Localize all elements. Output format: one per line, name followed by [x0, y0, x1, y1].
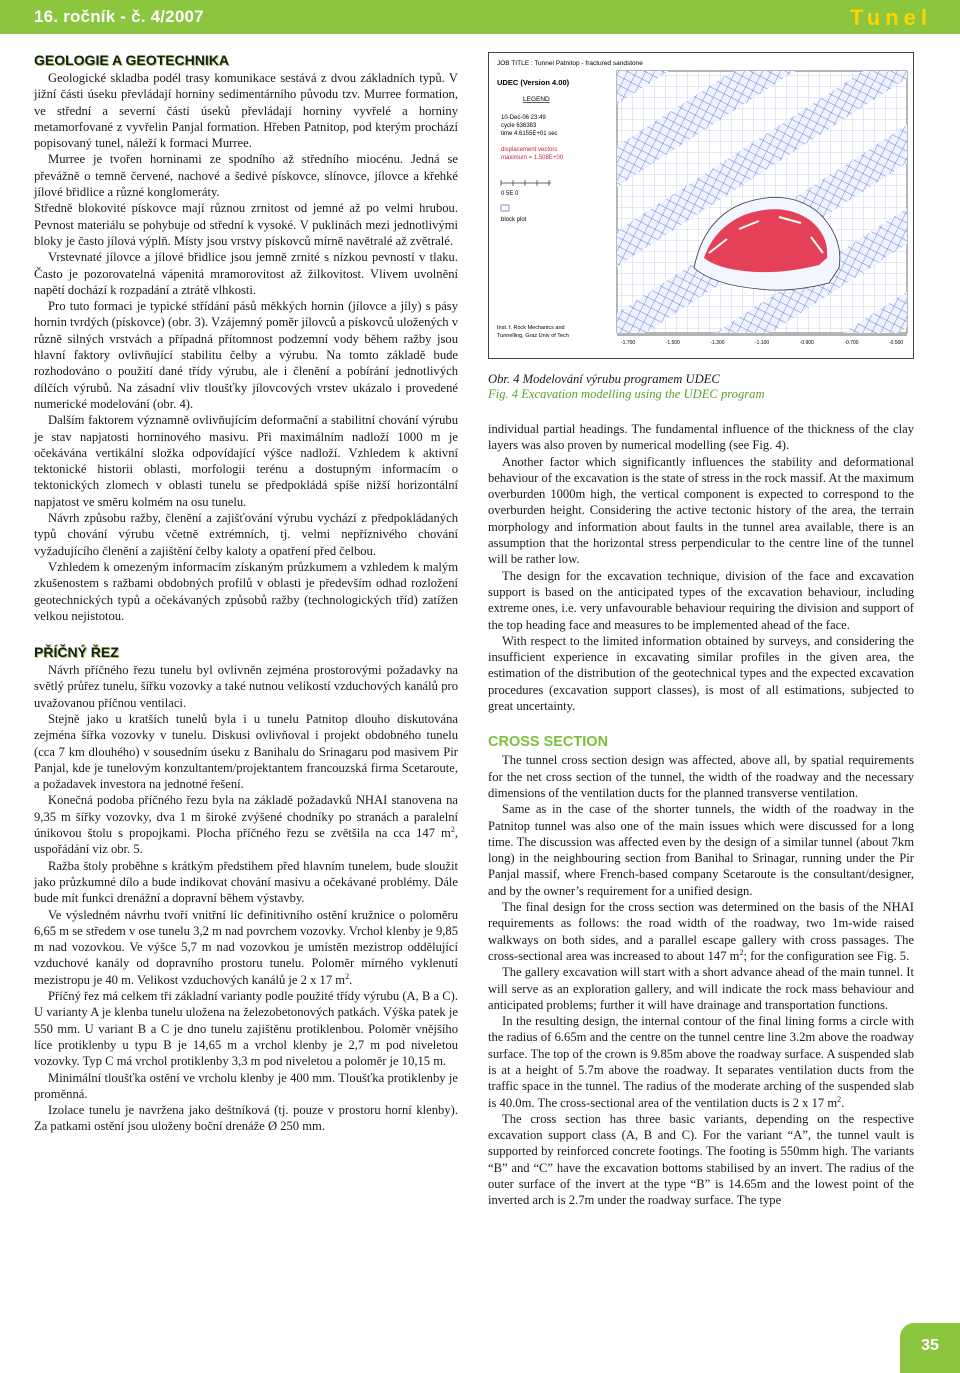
paragraph: Same as in the case of the shorter tunnels, the width of the roadway in the Patnitop tunnel was also one of the main issues which were discussed for a long time. The discussion was affected even by the design of a similar tunnel (about 7km long) in the neighbouring section from Banihal to Srinagar, running under the Pir Panjal massif, where French-based company Scetaroute is the consultant/designer, and by the owner’s requirement for a unified design. — [488, 802, 914, 898]
paragraph: Ražba štoly proběhne s krátkým předstihem před hlavním tunelem, bude sloužit jako průzkumné dílo a bude indikovat chování masivu a očekávané problémy. Dále bude mít funkci drenážní a dopravní během výstavby. — [34, 858, 458, 906]
right-column — [488, 421, 914, 1209]
plot-axis-tick: -1.500 — [665, 340, 680, 346]
paragraph: The gallery excavation will start with a short advance ahead of the main tunnel. It will serve as an exploration gallery, and will indicate the rock mass behaviour and anticipated problems; further it will have drainage and transportation functions. — [488, 965, 914, 1012]
paragraph: Návrh příčného řezu tunelu byl ovlivněn zejména prostorovými požadavky na světlý průřez tunelu, šířku vozovky a také nutnou velikostí vzduchových kanálů pro uvažovanou příčnou ventilaci. — [34, 663, 458, 710]
paragraph: individual partial headings. The fundamental influence of the thickness of the clay layers was also proven by numerical modelling (see Fig. 4). — [488, 422, 914, 453]
section-heading-cross-section-en: CROSS SECTION — [488, 734, 609, 751]
udec-figure — [488, 52, 914, 359]
paragraph: Příčný řez má celkem tři základní varianty podle použité třídy výrubu (A, B a C). U varianty A je klenba tunelu uložena na železobetonových patkách. Výška patek je 550 mm. U variant B a C je dno tunelu zajištěnu protiklenbou. Poloměr vnějšího líce protiklenby u typu B je 14,65 m a vrchol klenby je 2,7 m pod niveletou vozovky. Typ C má vrchol protiklenby 3,3 m pod niveletou a poloměr je 10,15 m. — [34, 989, 458, 1069]
paragraph: Vrstevnaté jílovce a jílové břidlice jsou jemně zrnité s nízkou pevností v tlaku. Často je pozorovatelná vápenitá mramorovitost až žilkovitost. Vlivem uvolnění napětí dochází k rozpadání a ztrátě vlhkosti. — [34, 250, 458, 297]
paragraph: The cross section has three basic variants, depending on the respective excavation support class (A, B and C). For the variant “A”, the tunnel vault is supported by reinforced concrete footings. The footing is 550mm high. The variants “B” and “C” have the excavation bottoms stabilised by an invert. The radius of the outer surface of the invert at the type “B” is 14.65m and the lowest point of the inverted arch is 2.7m under the roadway surface. The type — [488, 1111, 914, 1208]
paragraph: The design for the excavation technique, division of the face and excavation support is based on the anticipated types of the excavation behaviour, including extreme ones, i.e. very unfavourable behaviour requiring the division and support of the top heading face and measures to be implemented ahead of the face. — [488, 568, 914, 632]
plot-date: 10-Dec-06 23:49 — [501, 115, 546, 121]
paragraph: In the resulting design, the internal contour of the final lining forms a circle with the radius of 6.65m and the centre on the tunnel centre line 3.2m above the roadway surface. The top of the crown is 9.85m above the roadway surface. A suspended slab is at a height of 5.7m above the roadway. It separates ventilation ducts from the traffic space in the tunnel. The radius of the moderate arching of the suspended slab is 40.0m. The cross-sectional area of the ventilation ducts is 2 x 17 $m^2$. — [488, 1014, 914, 1110]
plot-axis-tick: -0.500 — [889, 340, 904, 346]
plot-version: UDEC (Version 4.00) — [497, 78, 570, 87]
section-heading-cross-section: PŘÍČNÝ ŘEZ — [34, 644, 119, 661]
header-bar — [0, 0, 960, 34]
left-column — [34, 52, 458, 1135]
plot-institute-1: Inst. f. Rock Mechanics and — [497, 325, 565, 331]
plot-scale: 0 5E 0 — [501, 191, 519, 197]
figure-caption — [488, 372, 914, 402]
plot-axis-tick: -1.100 — [755, 340, 770, 346]
plot-time: time 4.6155E+01 sec — [501, 131, 558, 137]
paragraph: Pro tuto formaci je typické střídání pásů měkkých hornin (jílovce a jíly) s pásy hornin tvrdých (pískovce) (obr. 3). Vzájemný poměr jílovců a pískovců uložených v různě silných vrstvách a případná přítomnost podzemní vody během ražby jsou hlavní faktory ovlivňující stabilitu čelby a výrubu. Na tomto základě bude rozhodováno o použití dané třídy výrubu, ale i členění a pobírání jednotlivých dílčích výrubů. Na zásadní vliv tloušťky jílovcových vrstev ukázalo i provedené numerické modelování (obr. 4). — [34, 299, 458, 411]
plot-disp-label: displacement vectors — [501, 147, 558, 153]
plot-axis-tick: -0.900 — [799, 340, 814, 346]
plot-axis-tick: -1.700 — [621, 340, 636, 346]
page-number: 35 — [900, 1323, 960, 1373]
paragraph: With respect to the limited information obtained by surveys, and considering the insufficient experience in excavating similar profiles in the given area, the estimation of the distribution of the geotechnical types and the expected excavation procedures (excavation support classes), is most of all estimations, subjected to great uncertainty. — [488, 633, 914, 714]
issue-label: 16. ročník - č. 4/2007 — [34, 7, 204, 26]
plot-axis-tick: -1.300 — [710, 340, 725, 346]
section-heading-geology: GEOLOGIE A GEOTECHNIKA — [34, 52, 229, 68]
plot-legend: LEGEND — [523, 96, 550, 103]
paragraph: The final design for the cross section was determined on the basis of the NHAI requirements as follows: the road width of the roadway, two 1m-wide raised walkways on both sides, and a parallel escape gallery with cross passages. The cross-sectional area was increased to about 147 $m^2$; for the configuration see Fig. 5. — [488, 900, 914, 963]
plot-disp-max: maximum = 1.508E+00 — [501, 155, 564, 161]
paragraph: Ve výsledném návrhu tvoří vnitřní líc definitivního ostění kružnice o poloměru 6,65 m se středem v ose tunelu 3,2 m nad povrchem vozovky. Vrchol klenby je 9,85 m nad vozovkou. Ve výšce 5,7 m nad vozovkou je umístěn mezistrop oddělující vzduchové kanály od dopravního prostoru tunelu. Poloměr mírného vyklenutí mezistropu je 40 m. Velikost vzduchových kanálů je 2 x 17 $m^2$. — [34, 907, 458, 987]
tunel-logo — [850, 5, 932, 31]
plot-blockplot: block plot — [501, 217, 527, 223]
plot-cycle: cycle 636383 — [501, 123, 537, 129]
paragraph: Stejně jako u kratších tunelů byla i u tunelu Patnitop dlouho diskutována zejména šířka vozovky v tunelu. Diskusi ovlivňoval i projekt obdobného tunelu (cca 7 km dlouhého) v sousedním úseku z Banihalu do Srinagaru pod masivem Pir Panjal, kde je tunelovým konzultantem/projektantem francouzská firma Scetaroute, a požadavek investora na jednotné řešení. — [34, 711, 458, 792]
caption-en: Fig. 4 Excavation modelling using the UDEC program — [488, 387, 765, 401]
paragraph: Návrh způsobu ražby, členění a zajišťování výrubu vychází z předpokládaných typů chování výrubu včetně extrémních, tj. velmi nepříznivého chování vyžadujícího členění a zajištění čelby kaloty a opatření před čelbou. — [34, 511, 458, 558]
tunel-logo-text: Tunel — [849, 5, 932, 30]
plot-axis-tick: -0.700 — [844, 340, 859, 346]
paragraph: Dalším faktorem významně ovlivňujícím deformační a stabilitní chování výrubu je stav napjatosti horninového masivu. Při maximálním nadloží 1000 m je očekávána vertikální složka odpovídající výšce nadloží. Vzhledem k aktivní tektonické historii oblasti, morfologii terénu a dostupným informacím o tektonických zlomech v oblasti tunelu se předpokládá spíše nižší horizontální napjatost ve směru kolmém na osu tunelu. — [34, 413, 458, 509]
paragraph: Geologické skladba podél trasy komunikace sestává z dvou základních typů. V jižní části úseku převládají horniny sedimentárního původu tzv. Murree formation, ve střední a severní části úseků převládají horniny vyvřelé a horniny metamorfované z vyvřelin Panjal formation. Hřeben Patnitop, pod kterým prochází popisovaný tunel, náleží k formaci Murree. — [34, 71, 458, 151]
paragraph: Vzhledem k omezeným informacím získaným průzkumem a vzhledem k malým zkušenostem s ražbami obdobných profilů v oblasti je především odhad rozložení geotechnických typů a očekávaných způsobů ražby (technologických tříd) zatížen velkou nejistotou. — [34, 559, 458, 623]
paragraph: Izolace tunelu je navržena jako deštníková (tj. pouze v prostoru horní klenby). Za patkami ostění jsou uloženy boční drenáže Ø 250 mm. — [34, 1103, 458, 1134]
paragraph: The tunnel cross section design was affected, above all, by spatial requirements for the net cross section of the tunnel, the width of the roadway and the necessary dimensions of the ventilation ducts for the planned transverse ventilation. — [488, 753, 914, 800]
udec-model-plot — [489, 53, 913, 358]
paragraph: Murree je tvořen horninami ze spodního až středního miocénu. Jedná se převážně o temně červené, nachové a šedivé pískovce, slínovce, jílovce a křehké jílové břidlice a různé konglomeráty. — [34, 152, 458, 200]
paragraph: Středně blokovité pískovce mají různou zrnitost od jemné až po velmi hrubou. Pevnost materiálu se pohybuje od střední k vysoké. V puklinách mezi jednotlivými bloky je často jílová výplň. Místy jsou vrstvy pískovců mírně navětralé až zvětralé. — [34, 201, 458, 248]
caption-cz: Obr. 4 Modelování výrubu programem UDEC — [488, 372, 720, 386]
paragraph: Minimální tloušťka ostění ve vrcholu klenby je 400 mm. Tloušťka protiklenby je proměnná. — [34, 1070, 458, 1101]
paragraph: Konečná podoba příčného řezu byla na základě požadavků NHAI stanovena na 9,35 m šířky vozovky, dva 1 m široké zvýšené chodníky po stranách a paralelní únikovou štolu s propojkami. Plocha příčného řezu se zvětšila na cca 147 $m^2$, uspořádání viz obr. 5. — [34, 793, 458, 857]
plot-title: JOB TITLE : Tunnel Patnitop - fractured sandstone — [497, 60, 643, 67]
paragraph: Another factor which significantly influences the stability and deformational behaviour of the excavation is the state of stress in the rock massif. At the maximum overburden 1000m high, the vertical component is expected to correspond to the overburden height. Considering the active tectonic history of the area, the terrain morphology and information about faults in the tunnel area available, there is an assumption that the horizontal stress perpendicular to the centre line of the tunnel will be rather low. — [488, 454, 914, 567]
plot-institute-2: Tunnelling, Graz Univ of Tech — [497, 333, 569, 339]
